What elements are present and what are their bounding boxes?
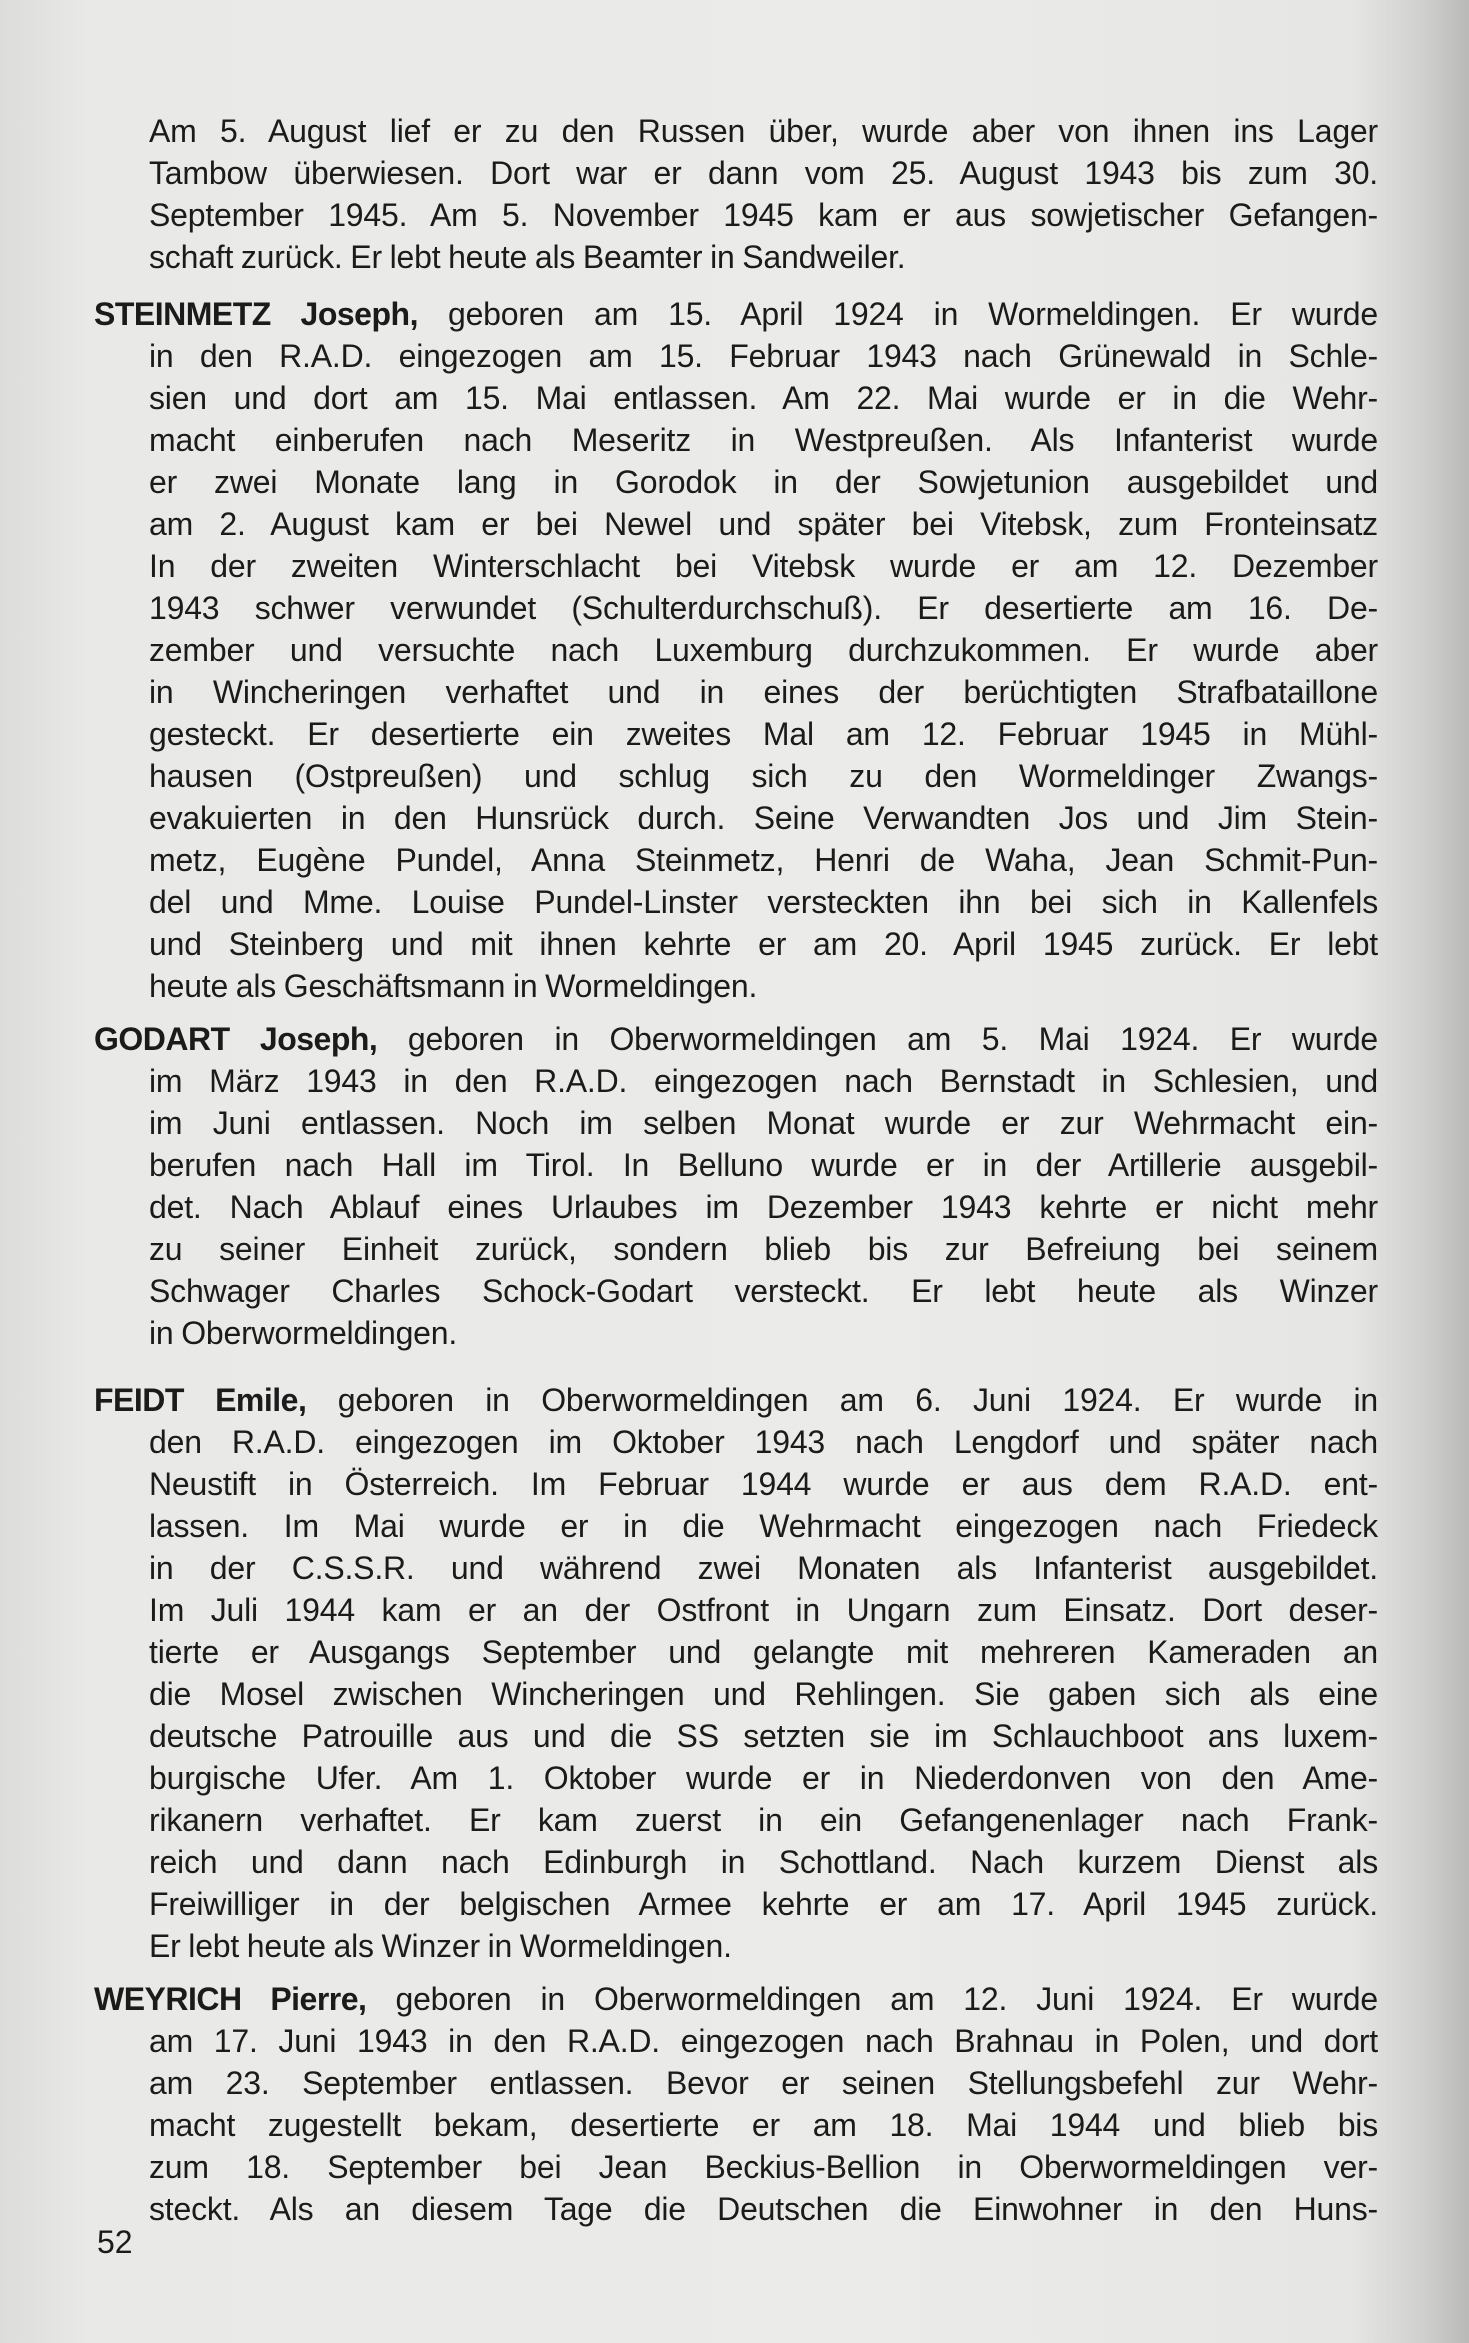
text-line: deutsche Patrouille aus und die SS setzten sie im Schlauchboot ans luxem- — [149, 1718, 1378, 1754]
text-line: die Mosel zwischen Wincheringen und Rehlingen. Sie gaben sich als eine — [149, 1676, 1378, 1712]
text-line: am 2. August kam er bei Newel und später bei Vitebsk, zum Fronteinsatz — [149, 506, 1378, 542]
text-line: Freiwilliger in der belgischen Armee kehrte er am 17. April 1945 zurück. — [149, 1886, 1378, 1922]
entry-text: geboren am 15. April 1924 in Wormeldingen. Er wurde — [417, 296, 1378, 332]
text-line: burgische Ufer. Am 1. Oktober wurde er in Niederdonven von den Ame- — [149, 1760, 1378, 1796]
text-line: Schwager Charles Schock-Godart versteckt. Er lebt heute als Winzer — [149, 1273, 1378, 1309]
text-line: zember und versuchte nach Luxemburg durchzukommen. Er wurde aber — [149, 632, 1378, 668]
entry-name: FEIDT Emile, — [94, 1382, 307, 1418]
entry-text: geboren in Oberwormeldingen am 5. Mai 1924. Er wurde — [377, 1021, 1379, 1057]
text-line: Im Juli 1944 kam er an der Ostfront in Ungarn zum Einsatz. Dort deser- — [149, 1592, 1378, 1628]
text-line: Tambow überwiesen. Dort war er dann vom 25. August 1943 bis zum 30. — [149, 155, 1378, 191]
text-line: im März 1943 in den R.A.D. eingezogen nach Bernstadt in Schlesien, und — [149, 1063, 1378, 1099]
entry-weyrich — [94, 1978, 1378, 2230]
text-line: den R.A.D. eingezogen im Oktober 1943 nach Lengdorf und später nach — [149, 1424, 1378, 1460]
page-number: 52 — [97, 2224, 133, 2260]
text-line — [94, 1978, 1378, 2020]
text-line: In der zweiten Winterschlacht bei Vitebsk wurde er am 12. Dezember — [149, 548, 1378, 584]
text-line: metz, Eugène Pundel, Anna Steinmetz, Henri de Waha, Jean Schmit-Pun- — [149, 842, 1378, 878]
text-line: berufen nach Hall im Tirol. In Belluno wurde er in der Artillerie ausgebil- — [149, 1147, 1378, 1183]
text-line: in der C.S.S.R. und während zwei Monaten als Infanterist ausgebildet. — [149, 1550, 1378, 1586]
text-line: reich und dann nach Edinburgh in Schottland. Nach kurzem Dienst als — [149, 1844, 1378, 1880]
text-line: in Oberwormeldingen. — [149, 1315, 458, 1351]
text-line: schaft zurück. Er lebt heute als Beamter in Sandweiler. — [149, 239, 906, 275]
text-line: det. Nach Ablauf eines Urlaubes im Dezember 1943 kehrte er nicht mehr — [149, 1189, 1378, 1225]
text-line: zu seiner Einheit zurück, sondern blieb bis zur Befreiung bei seinem — [149, 1231, 1378, 1267]
text-line: heute als Geschäftsmann in Wormeldingen. — [149, 968, 758, 1004]
entry-godart — [94, 1018, 1379, 1354]
text-line: Er lebt heute als Winzer in Wormeldingen. — [149, 1928, 732, 1964]
text-line: und Steinberg und mit ihnen kehrte er am 20. April 1945 zurück. Er lebt — [149, 926, 1378, 962]
text-line: steckt. Als an diesem Tage die Deutschen die Einwohner in den Huns- — [149, 2191, 1378, 2227]
text-line: Neustift in Österreich. Im Februar 1944 wurde er aus dem R.A.D. ent- — [149, 1466, 1378, 1502]
text-line: tierte er Ausgangs September und gelangte mit mehreren Kameraden an — [149, 1634, 1378, 1670]
entry-text: geboren in Oberwormeldingen am 12. Juni 1924. Er wurde — [366, 1981, 1378, 2017]
text-line: Am 5. August lief er zu den Russen über, wurde aber von ihnen ins Lager — [149, 113, 1378, 149]
entry-name: WEYRICH Pierre, — [94, 1981, 367, 2017]
paragraph-continuation — [149, 110, 1378, 278]
text-line: gesteckt. Er desertierte ein zweites Mal am 12. Februar 1945 in Mühl- — [149, 716, 1378, 752]
text-line: am 23. September entlassen. Bevor er seinen Stellungsbefehl zur Wehr- — [149, 2065, 1378, 2101]
entry-steinmetz — [94, 293, 1378, 1007]
text-line: in Wincheringen verhaftet und in eines der berüchtigten Strafbataillone — [149, 674, 1378, 710]
text-line: am 17. Juni 1943 in den R.A.D. eingezogen nach Brahnau in Polen, und dort — [149, 2023, 1378, 2059]
text-line: lassen. Im Mai wurde er in die Wehrmacht eingezogen nach Friedeck — [149, 1508, 1378, 1544]
page-body — [94, 110, 1379, 2230]
text-line: September 1945. Am 5. November 1945 kam er aus sowjetischer Gefangen- — [149, 197, 1378, 233]
entry-name: STEINMETZ Joseph, — [94, 296, 418, 332]
text-line: del und Mme. Louise Pundel-Linster versteckten ihn bei sich in Kallenfels — [149, 884, 1378, 920]
text-line: rikanern verhaftet. Er kam zuerst in ein Gefangenenlager nach Frank- — [149, 1802, 1378, 1838]
text-line — [94, 293, 1378, 335]
text-line: sien und dort am 15. Mai entlassen. Am 22. Mai wurde er in die Wehr- — [149, 380, 1378, 416]
text-line — [94, 1018, 1378, 1060]
text-line: 1943 schwer verwundet (Schulterdurchschuß). Er desertierte am 16. De- — [149, 590, 1378, 626]
text-line: evakuierten in den Hunsrück durch. Seine Verwandten Jos und Jim Stein- — [149, 800, 1378, 836]
text-line: hausen (Ostpreußen) und schlug sich zu den Wormeldinger Zwangs- — [149, 758, 1378, 794]
text-line: im Juni entlassen. Noch im selben Monat wurde er zur Wehrmacht ein- — [149, 1105, 1378, 1141]
text-line: in den R.A.D. eingezogen am 15. Februar 1943 nach Grünewald in Schle- — [149, 338, 1378, 374]
text-line: macht einberufen nach Meseritz in Westpreußen. Als Infanterist wurde — [149, 422, 1378, 458]
entry-text: geboren in Oberwormeldingen am 6. Juni 1924. Er wurde in — [306, 1382, 1378, 1418]
entry-name: GODART Joseph, — [94, 1021, 378, 1057]
text-line: zum 18. September bei Jean Beckius-Bellion in Oberwormeldingen ver- — [149, 2149, 1378, 2185]
entry-feidt — [94, 1379, 1378, 1967]
text-line: er zwei Monate lang in Gorodok in der Sowjetunion ausgebildet und — [149, 464, 1378, 500]
text-line — [94, 1379, 1378, 1421]
text-line: macht zugestellt bekam, desertierte er am 18. Mai 1944 und blieb bis — [149, 2107, 1378, 2143]
